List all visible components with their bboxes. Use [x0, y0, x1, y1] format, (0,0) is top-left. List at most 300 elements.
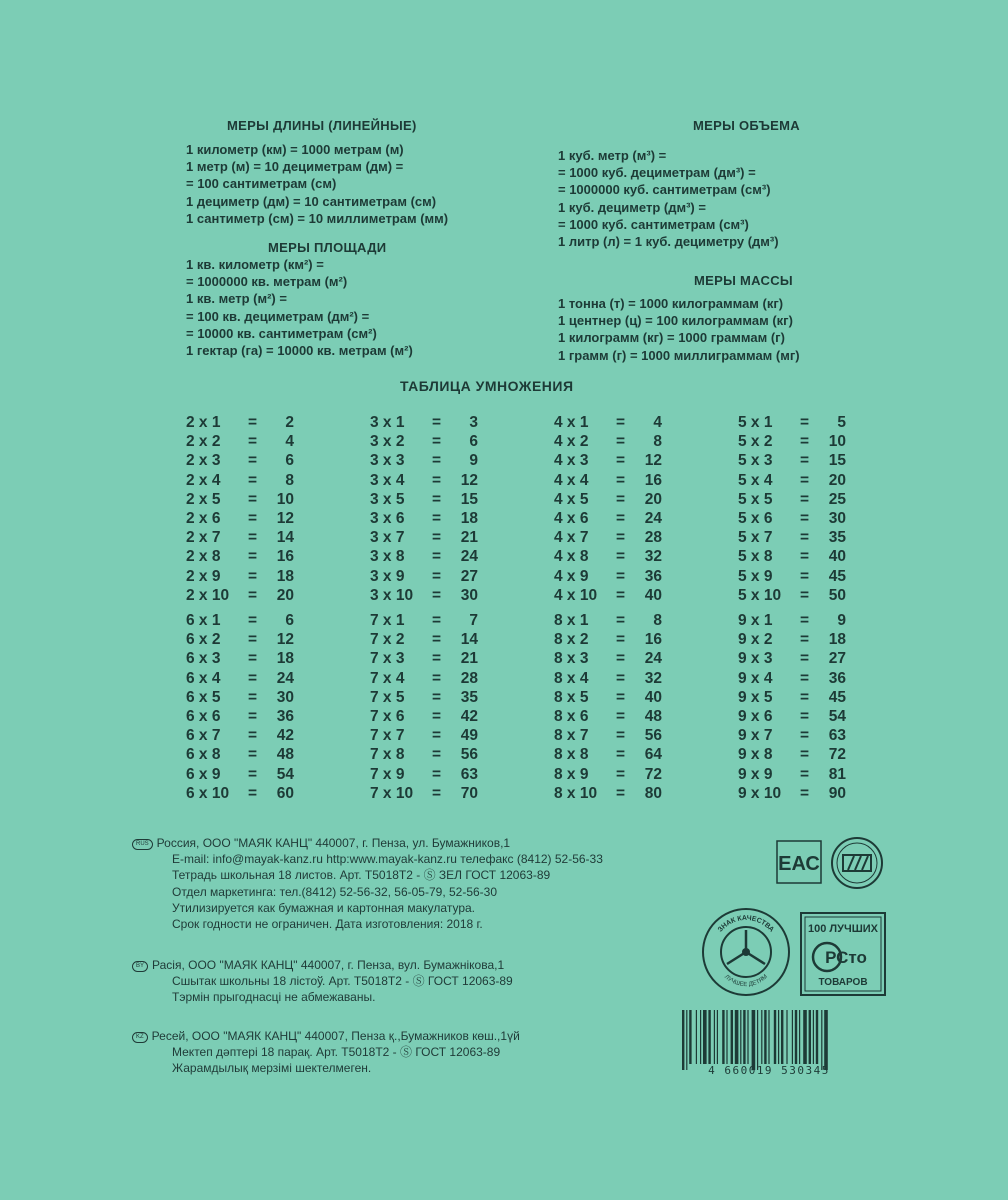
multiplication-result: 36 — [828, 669, 846, 687]
multiplication-eq: = — [248, 746, 258, 764]
multiplication-result: 6 — [469, 433, 478, 451]
mass-lines — [558, 295, 800, 364]
multiplication-row — [554, 529, 664, 548]
multiplication-eq: = — [248, 452, 258, 470]
multiplication-result: 40 — [828, 548, 846, 566]
footer-kz-line: Жарамдылық мерзімі шектелмеген. — [172, 1061, 372, 1076]
multiplication-expr: 5 x 4 — [738, 471, 773, 489]
multiplication-eq: = — [248, 631, 258, 649]
multiplication-eq: = — [248, 548, 258, 566]
multiplication-expr: 6 x 1 — [186, 612, 221, 629]
multiplication-row — [738, 568, 848, 587]
multiplication-row — [554, 491, 664, 510]
multiplication-row — [370, 452, 480, 471]
multiplication-row — [370, 548, 480, 567]
multiplication-expr: 4 x 3 — [554, 452, 589, 470]
multiplication-eq: = — [616, 727, 626, 745]
eac-text: ЕАС — [778, 853, 820, 875]
multiplication-expr: 9 x 6 — [738, 708, 773, 725]
multiplication-expr: 4 x 4 — [554, 471, 589, 489]
multiplication-expr: 9 x 9 — [738, 765, 773, 783]
multiplication-row — [186, 414, 296, 433]
multiplication-row — [370, 612, 480, 631]
multiplication-expr: 6 x 6 — [186, 708, 221, 725]
volume-line: 1 литр (л) = 1 куб. дециметру (дм³) — [558, 234, 779, 250]
footer-kz — [132, 1028, 520, 1077]
multiplication-eq: = — [800, 631, 810, 649]
length-line: 1 дециметр (дм) = 10 сантиметрам (см) — [186, 193, 437, 209]
multiplication-result: 18 — [828, 631, 846, 649]
footer-ru-line: E-mail: info@mayak-kanz.ru http:www.mayak-kanz.ru телефакс (8412) 52-56-33 — [172, 852, 603, 867]
multiplication-result: 36 — [644, 567, 662, 585]
area-line: = 100 кв. дециметрам (дм²) = — [186, 308, 370, 324]
barcode-bar — [768, 1010, 769, 1064]
multiplication-eq: = — [248, 433, 258, 451]
multiplication-expr: 7 x 5 — [370, 688, 405, 706]
multiplication-eq: = — [616, 669, 626, 687]
multiplication-eq: = — [616, 688, 626, 706]
multiplication-row — [186, 689, 296, 708]
best-products-mark — [800, 912, 886, 996]
area-line: = 1000000 кв. метрам (м²) — [186, 274, 348, 290]
multiplication-result: 21 — [460, 529, 478, 547]
multiplication-expr: 5 x 7 — [738, 529, 773, 547]
multiplication-expr: 3 x 3 — [370, 452, 405, 470]
multiplication-row — [370, 491, 480, 510]
footer-ru-line: RUS Россия, ООО "МАЯК КАНЦ" 440007, г. Пенза, ул. Бумажников,1 — [132, 835, 603, 851]
multiplication-eq: = — [432, 708, 442, 725]
multiplication-eq: = — [616, 612, 626, 629]
length-line: 1 метр (м) = 10 дециметрам (дм) = — [186, 159, 404, 175]
multiplication-eq: = — [432, 586, 442, 604]
multiplication-result: 16 — [644, 631, 662, 649]
multiplication-eq: = — [616, 452, 626, 470]
multiplication-eq: = — [432, 669, 442, 687]
multiplication-expr: 7 x 10 — [370, 784, 414, 802]
barcode-bar — [682, 1010, 684, 1070]
volume-line: 1 куб. метр (м³) = — [558, 148, 667, 163]
multiplication-result: 81 — [828, 765, 846, 783]
multiplication-eq: = — [616, 567, 626, 585]
volume-title: МЕРЫ ОБЪЕМА — [693, 118, 800, 133]
multiplication-expr: 7 x 6 — [370, 708, 405, 725]
multiplication-row — [738, 472, 848, 491]
multiplication-expr: 2 x 6 — [186, 510, 221, 527]
multiplication-result: 16 — [276, 548, 294, 566]
multiplication-row — [186, 587, 296, 606]
multiplication-row — [554, 785, 664, 804]
barcode-bar — [689, 1010, 691, 1064]
multiplication-expr: 5 x 1 — [738, 414, 773, 431]
barcode-bar — [735, 1010, 739, 1064]
barcode-bar — [781, 1010, 783, 1064]
eac-mark — [776, 840, 822, 884]
multiplication-eq: = — [800, 414, 810, 431]
multiplication-eq: = — [800, 765, 810, 783]
barcode-bar — [731, 1010, 733, 1064]
footer-ru-line: Отдел маркетинга: тел.(8412) 52-56-32, 56-05-79, 52-56-30 — [172, 884, 498, 899]
barcode-bar — [696, 1010, 697, 1064]
multiplication-expr: 9 x 1 — [738, 612, 773, 629]
multiplication-eq: = — [248, 669, 258, 687]
multiplication-expr: 7 x 9 — [370, 765, 405, 783]
barcode-bar — [757, 1010, 758, 1070]
footer-kz-line: Мектеп дәптері 18 парақ. Арт. Т5018Т2 - Ⓢ ГОСТ 12063-89 — [172, 1045, 501, 1060]
multiplication-eq: = — [800, 471, 810, 489]
multiplication-eq: = — [616, 650, 626, 668]
mass-line: 1 тонна (т) = 1000 килограммам (кг) — [558, 296, 784, 311]
multiplication-row — [738, 689, 848, 708]
best-logo-text: РСто — [825, 948, 867, 967]
multiplication-expr: 6 x 4 — [186, 669, 221, 687]
multiplication-eq: = — [800, 727, 810, 745]
multiplication-eq: = — [248, 727, 258, 745]
multiplication-eq: = — [616, 765, 626, 783]
multiplication-result: 30 — [460, 586, 478, 604]
multiplication-eq: = — [432, 452, 442, 470]
footer-by-line: Тэрмін прыгоднасці не абмежаваны. — [172, 990, 376, 1005]
multiplication-eq: = — [800, 510, 810, 527]
multiplication-result: 45 — [828, 567, 846, 585]
multiplication-expr: 6 x 3 — [186, 650, 221, 668]
multiplication-result: 42 — [276, 727, 294, 745]
multiplication-row — [370, 414, 480, 433]
multiplication-expr: 8 x 1 — [554, 612, 589, 629]
multiplication-title: ТАБЛИЦА УМНОЖЕНИЯ — [400, 378, 574, 394]
multiplication-result: 5 — [837, 414, 846, 431]
mass-line: 1 грамм (г) = 1000 миллиграммам (мг) — [558, 347, 800, 363]
multiplication-row — [738, 529, 848, 548]
multiplication-expr: 9 x 8 — [738, 746, 773, 764]
multiplication-row — [738, 727, 848, 746]
barcode-bar — [816, 1010, 818, 1064]
barcode-bar — [764, 1010, 766, 1064]
multiplication-expr: 5 x 10 — [738, 586, 782, 604]
multiplication-row — [370, 529, 480, 548]
multiplication-result: 12 — [276, 510, 294, 527]
multiplication-row — [186, 548, 296, 567]
multiplication-result: 56 — [644, 727, 662, 745]
mass-line: 1 центнер (ц) = 100 килограммам (кг) — [558, 313, 793, 329]
barcode-bar — [743, 1010, 745, 1064]
barcode-bar — [778, 1010, 779, 1064]
length-line: 1 километр (км) = 1000 метрам (м) — [186, 142, 404, 157]
volume-line: 1 куб. дециметр (дм³) = — [558, 199, 706, 215]
barcode-bar — [792, 1010, 793, 1064]
multiplication-row — [554, 689, 664, 708]
multiplication-expr: 6 x 7 — [186, 727, 221, 745]
multiplication-eq: = — [248, 471, 258, 489]
multiplication-expr: 8 x 9 — [554, 765, 589, 783]
best-bottom-text: ТОВАРОВ — [818, 977, 868, 988]
multiplication-result: 32 — [644, 669, 662, 687]
multiplication-eq: = — [432, 688, 442, 706]
barcode-bar — [703, 1010, 707, 1064]
volume-line: = 1000 куб. сантиметрам (см³) — [558, 216, 749, 232]
multiplication-expr: 5 x 9 — [738, 567, 773, 585]
seal-top-text: ЗНАК КАЧЕСТВА — [716, 914, 776, 934]
multiplication-expr: 2 x 2 — [186, 433, 221, 451]
multiplication-eq: = — [800, 612, 810, 629]
multiplication-eq: = — [248, 650, 258, 668]
multiplication-result: 15 — [460, 490, 478, 508]
multiplication-eq: = — [616, 433, 626, 451]
multiplication-result: 10 — [276, 490, 294, 508]
multiplication-expr: 3 x 1 — [370, 414, 405, 431]
multiplication-row — [370, 689, 480, 708]
multiplication-eq: = — [800, 433, 810, 451]
multiplication-eq: = — [432, 471, 442, 489]
multiplication-result: 14 — [276, 529, 294, 547]
barcode-bar — [722, 1010, 724, 1064]
area-lines — [186, 256, 413, 359]
multiplication-eq: = — [248, 708, 258, 725]
multiplication-expr: 3 x 2 — [370, 433, 405, 451]
multiplication-result: 45 — [828, 688, 846, 706]
multiplication-expr: 7 x 1 — [370, 612, 405, 629]
barcode-bar — [708, 1010, 710, 1064]
multiplication-expr: 7 x 7 — [370, 727, 405, 745]
length-title: МЕРЫ ДЛИНЫ (ЛИНЕЙНЫЕ) — [227, 118, 417, 133]
multiplication-row — [554, 433, 664, 452]
barcode-bar — [786, 1010, 787, 1064]
multiplication-row — [186, 529, 296, 548]
multiplication-row — [186, 746, 296, 765]
multiplication-result: 12 — [460, 471, 478, 489]
multiplication-expr: 6 x 9 — [186, 765, 221, 783]
multiplication-row — [186, 491, 296, 510]
multiplication-row — [554, 766, 664, 785]
multiplication-eq: = — [248, 765, 258, 783]
multiplication-row — [738, 650, 848, 669]
multiplication-result: 27 — [828, 650, 846, 668]
multiplication-expr: 9 x 2 — [738, 631, 773, 649]
multiplication-expr: 6 x 5 — [186, 688, 221, 706]
multiplication-expr: 2 x 1 — [186, 414, 221, 431]
multiplication-result: 8 — [653, 433, 662, 451]
multiplication-expr: 3 x 8 — [370, 548, 405, 566]
multiplication-expr: 8 x 4 — [554, 669, 589, 687]
barcode-digits: 4 660019 530345 — [708, 1064, 830, 1077]
badge-by: BY — [132, 961, 148, 972]
multiplication-result: 21 — [460, 650, 478, 668]
multiplication-result: 28 — [460, 669, 478, 687]
multiplication-result: 64 — [644, 746, 662, 764]
multiplication-eq: = — [248, 567, 258, 585]
multiplication-row — [186, 650, 296, 669]
multiplication-expr: 9 x 10 — [738, 784, 782, 802]
multiplication-result: 48 — [644, 708, 662, 725]
multiplication-result: 12 — [644, 452, 662, 470]
multiplication-eq: = — [616, 631, 626, 649]
multiplication-row — [738, 785, 848, 804]
multiplication-row — [738, 414, 848, 433]
multiplication-row — [370, 587, 480, 606]
multiplication-eq: = — [616, 548, 626, 566]
multiplication-result: 63 — [828, 727, 846, 745]
multiplication-expr: 3 x 10 — [370, 586, 414, 604]
footer-ru-line: Утилизируется как бумажная и картонная макулатура. — [172, 900, 475, 915]
multiplication-eq: = — [248, 510, 258, 527]
multiplication-row — [186, 510, 296, 529]
multiplication-eq: = — [616, 746, 626, 764]
multiplication-eq: = — [800, 452, 810, 470]
multiplication-eq: = — [616, 414, 626, 431]
multiplication-expr: 3 x 5 — [370, 490, 405, 508]
multiplication-result: 54 — [828, 708, 846, 725]
multiplication-result: 24 — [460, 548, 478, 566]
multiplication-expr: 2 x 5 — [186, 490, 221, 508]
multiplication-eq: = — [432, 784, 442, 802]
multiplication-expr: 2 x 4 — [186, 471, 221, 489]
multiplication-result: 12 — [276, 631, 294, 649]
volume-line: = 1000 куб. дециметрам (дм³) = — [558, 165, 756, 181]
barcode-bar — [799, 1010, 800, 1064]
multiplication-result: 30 — [828, 510, 846, 527]
multiplication-row — [186, 631, 296, 650]
multiplication-eq: = — [432, 414, 442, 431]
multiplication-expr: 8 x 5 — [554, 688, 589, 706]
multiplication-expr: 4 x 2 — [554, 433, 589, 451]
multiplication-result: 6 — [285, 452, 294, 470]
area-line: = 10000 кв. сантиметрам (см²) — [186, 325, 377, 341]
multiplication-row — [738, 587, 848, 606]
multiplication-result: 30 — [276, 688, 294, 706]
barcode-bar — [717, 1010, 718, 1064]
multiplication-expr: 4 x 8 — [554, 548, 589, 566]
barcode-bar — [747, 1010, 748, 1064]
multiplication-result: 40 — [644, 586, 662, 604]
multiplication-result: 40 — [644, 688, 662, 706]
barcode-bar — [740, 1010, 741, 1064]
length-line: = 100 сантиметрам (см) — [186, 176, 337, 192]
multiplication-result: 15 — [828, 452, 846, 470]
multiplication-result: 80 — [644, 784, 662, 802]
multiplication-result: 9 — [469, 452, 478, 470]
multiplication-expr: 3 x 9 — [370, 567, 405, 585]
barcode-bar — [686, 1010, 687, 1070]
area-title: МЕРЫ ПЛОЩАДИ — [268, 240, 387, 255]
multiplication-result: 20 — [644, 490, 662, 508]
multiplication-result: 20 — [828, 471, 846, 489]
multiplication-row — [738, 612, 848, 631]
multiplication-expr: 3 x 4 — [370, 471, 405, 489]
multiplication-row — [738, 746, 848, 765]
multiplication-expr: 8 x 8 — [554, 746, 589, 764]
multiplication-row — [370, 568, 480, 587]
volume-line: = 1000000 куб. сантиметрам (см³) — [558, 182, 771, 198]
multiplication-row — [738, 670, 848, 689]
multiplication-eq: = — [248, 414, 258, 431]
mass-line: 1 килограмм (кг) = 1000 граммам (г) — [558, 330, 785, 346]
multiplication-row — [738, 766, 848, 785]
multiplication-eq: = — [800, 746, 810, 764]
multiplication-expr: 6 x 8 — [186, 746, 221, 764]
multiplication-eq: = — [248, 586, 258, 604]
multiplication-result: 35 — [828, 529, 846, 547]
footer-by-line: BY Расія, ООО "МАЯК КАНЦ" 440007, г. Пенза, вул. Бумажнікова,1 — [132, 957, 513, 973]
multiplication-expr: 4 x 5 — [554, 490, 589, 508]
multiplication-row — [186, 785, 296, 804]
seal-bottom-text: ЛУЧШЕЕ ДЕТЯМ — [723, 973, 769, 989]
multiplication-eq: = — [248, 529, 258, 547]
multiplication-row — [186, 568, 296, 587]
multiplication-row — [554, 510, 664, 529]
multiplication-row — [554, 472, 664, 491]
multiplication-eq: = — [432, 548, 442, 566]
footer-by — [132, 957, 513, 1006]
multiplication-expr: 4 x 6 — [554, 510, 589, 527]
multiplication-row — [370, 708, 480, 727]
multiplication-eq: = — [432, 727, 442, 745]
barcode-bar — [821, 1010, 822, 1070]
multiplication-expr: 6 x 2 — [186, 631, 221, 649]
multiplication-eq: = — [248, 688, 258, 706]
multiplication-expr: 2 x 3 — [186, 452, 221, 470]
multiplication-row — [370, 766, 480, 785]
multiplication-eq: = — [432, 510, 442, 527]
multiplication-result: 35 — [460, 688, 478, 706]
multiplication-expr: 7 x 2 — [370, 631, 405, 649]
multiplication-row — [370, 631, 480, 650]
multiplication-row — [738, 510, 848, 529]
mass-title: МЕРЫ МАССЫ — [694, 273, 793, 288]
quality-seal-icon — [700, 906, 792, 998]
multiplication-row — [738, 491, 848, 510]
barcode-bar — [803, 1010, 807, 1064]
multiplication-eq: = — [800, 708, 810, 725]
multiplication-eq: = — [800, 784, 810, 802]
multiplication-expr: 9 x 3 — [738, 650, 773, 668]
multiplication-expr: 8 x 6 — [554, 708, 589, 725]
multiplication-row — [554, 631, 664, 650]
multiplication-expr: 7 x 3 — [370, 650, 405, 668]
barcode-bar — [726, 1010, 727, 1064]
multiplication-expr: 8 x 3 — [554, 650, 589, 668]
multiplication-result: 28 — [644, 529, 662, 547]
multiplication-row — [186, 452, 296, 471]
multiplication-expr: 3 x 6 — [370, 510, 405, 527]
multiplication-row — [738, 631, 848, 650]
multiplication-result: 2 — [285, 414, 294, 431]
multiplication-eq: = — [432, 529, 442, 547]
multiplication-row — [186, 472, 296, 491]
multiplication-row — [554, 548, 664, 567]
multiplication-result: 6 — [285, 612, 294, 629]
multiplication-eq: = — [616, 510, 626, 527]
multiplication-row — [370, 510, 480, 529]
multiplication-row — [186, 708, 296, 727]
multiplication-result: 27 — [460, 567, 478, 585]
multiplication-row — [370, 727, 480, 746]
multiplication-row — [186, 612, 296, 631]
multiplication-result: 70 — [460, 784, 478, 802]
multiplication-expr: 9 x 7 — [738, 727, 773, 745]
area-line: 1 кв. километр (км²) = — [186, 257, 324, 272]
badge-rus: RUS — [132, 839, 153, 850]
barcode-bar — [813, 1010, 814, 1064]
multiplication-expr: 4 x 9 — [554, 567, 589, 585]
multiplication-eq: = — [248, 490, 258, 508]
multiplication-row — [186, 766, 296, 785]
multiplication-row — [370, 670, 480, 689]
multiplication-row — [554, 414, 664, 433]
footer-ru — [132, 835, 603, 932]
area-line: 1 кв. метр (м²) = — [186, 291, 287, 307]
multiplication-result: 60 — [276, 784, 294, 802]
multiplication-expr: 8 x 10 — [554, 784, 598, 802]
multiplication-result: 4 — [285, 433, 294, 451]
